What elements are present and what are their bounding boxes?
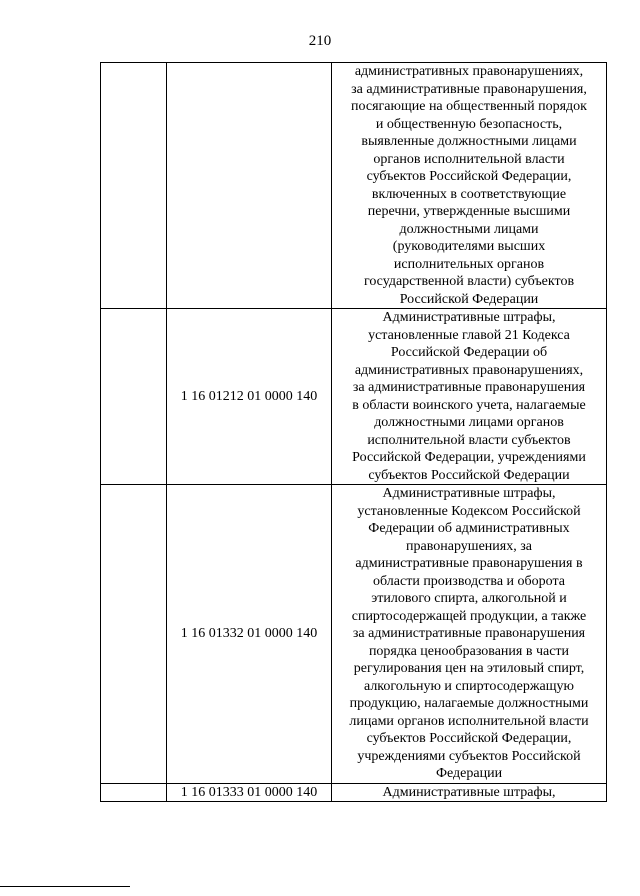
description-line: установленные Кодексом Российской: [357, 503, 581, 519]
description-line: порядка ценообразования в части: [368, 643, 570, 659]
description-cell: [332, 485, 607, 784]
description-line: регулирования цен на этиловый спирт,: [353, 661, 585, 676]
empty-cell: [101, 63, 167, 309]
table-row: [101, 63, 607, 309]
description-line: субъектов Российской Федерации,: [366, 731, 572, 746]
description-line: Федерации: [435, 766, 503, 781]
empty-cell: [101, 485, 167, 784]
description-line: за административные правонарушения: [352, 380, 586, 395]
description-line: за административные правонарушения,: [351, 81, 587, 97]
description-line: должностными лицами органов: [374, 415, 564, 430]
description-cell: [332, 309, 607, 485]
table-row: [101, 485, 607, 784]
description-line: Административные штрафы,: [382, 486, 556, 501]
budget-code-cell: [167, 63, 332, 309]
description-line: спиртосодержащей продукции, а также: [351, 608, 587, 624]
page-number: 210: [308, 33, 332, 49]
description-cell: [332, 783, 607, 802]
description-line: Федерации об административных: [368, 521, 570, 536]
description-line: субъектов Российской Федерации,: [366, 169, 572, 184]
description-line: установленные главой 21 Кодекса: [368, 327, 570, 343]
description-line: в области воинского учета, налагаемые: [352, 397, 586, 413]
description-line: должностными лицами: [399, 221, 539, 237]
description-line: Российской Федерации, учреждениями: [352, 450, 586, 465]
description-line: алкогольную и спиртосодержащую: [363, 678, 574, 694]
description-line: исполнительной власти субъектов: [367, 432, 571, 448]
description-line: за административные правонарушения: [352, 626, 586, 641]
description-line: этилового спирта, алкогольной и: [371, 591, 567, 606]
description-line: области производства и оборота: [373, 573, 565, 589]
description-line: перечни, утвержденные высшими: [367, 204, 571, 219]
description-line: посягающие на общественный порядок: [351, 99, 587, 114]
description-line: (руководителями высших: [392, 239, 546, 254]
budget-code-table: [100, 62, 607, 802]
description-line: лицами органов исполнительной власти: [349, 713, 589, 729]
description-line: государственной власти) субъектов: [363, 274, 575, 289]
budget-code-cell: 1 16 01333 01 0000 140: [167, 783, 332, 802]
table-body: [101, 63, 607, 802]
description-line: выявленные должностными лицами: [361, 134, 577, 149]
footnote-rule: [0, 886, 130, 887]
description-line: органов исполнительной власти: [373, 151, 565, 167]
description-line: Российской Федерации об: [390, 345, 548, 360]
description-line: административных правонарушениях,: [354, 64, 584, 79]
description-line: административных правонарушениях,: [354, 362, 584, 378]
description-line: Административные штрафы,: [382, 784, 556, 800]
description-line: учреждениями субъектов Российской: [357, 748, 581, 764]
description-line: Административные штрафы,: [382, 310, 556, 325]
description-line: включенных в соответствующие: [371, 186, 567, 202]
description-line: административные правонарушения в: [355, 556, 583, 571]
budget-code-cell: 1 16 01332 01 0000 140: [167, 485, 332, 784]
empty-cell: [101, 309, 167, 485]
table-row: [101, 783, 607, 802]
description-line: исполнительных органов: [393, 256, 545, 272]
description-line: и общественную безопасность,: [375, 116, 563, 132]
description-line: продукцию, налагаемые должностными: [349, 696, 589, 711]
table-row: [101, 309, 607, 485]
budget-code-cell: 1 16 01212 01 0000 140: [167, 309, 332, 485]
description-line: субъектов Российской Федерации: [368, 467, 570, 483]
description-line: правонарушениях, за: [406, 538, 532, 554]
description-line: Российской Федерации: [399, 291, 539, 307]
empty-cell: [101, 783, 167, 802]
description-cell: [332, 63, 607, 309]
